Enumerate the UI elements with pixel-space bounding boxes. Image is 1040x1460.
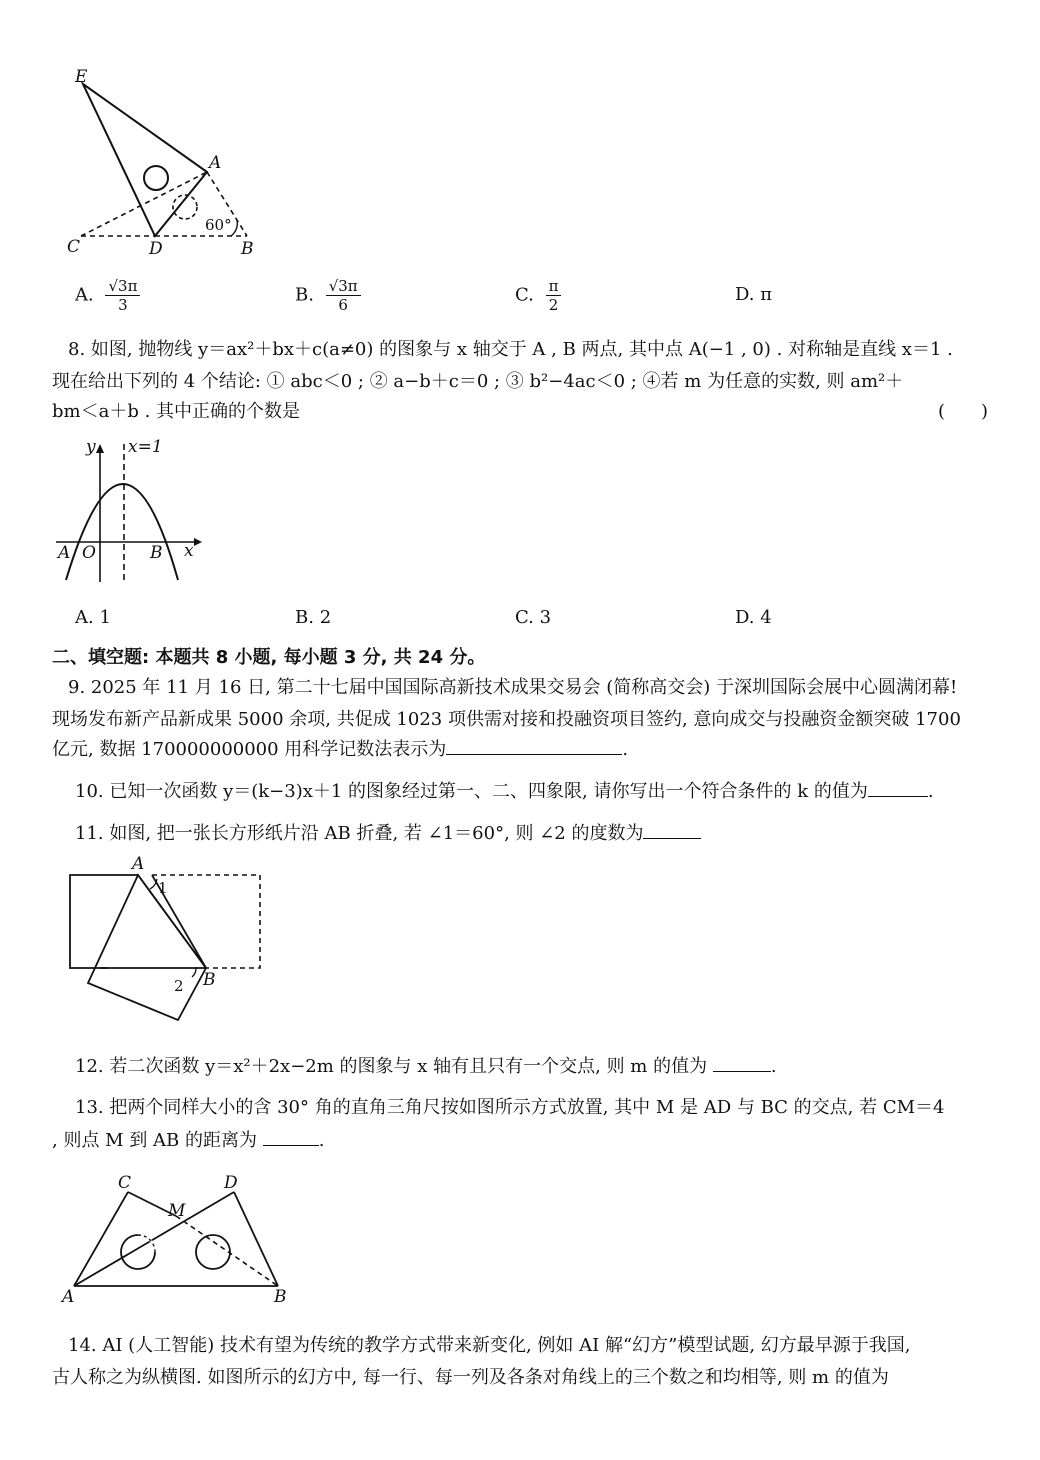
q7-option-b: B. $\frac{√3\pi}{6}$ (295, 277, 361, 314)
section-2-title: 二、填空题: 本题共 8 小题, 每小题 3 分, 共 24 分。 (52, 647, 486, 668)
q13-label-B: B (274, 1287, 287, 1307)
q11-answer-blank[interactable] (643, 822, 701, 839)
q11-line: 11. 如图, 把一张长方形纸片沿 AB 折叠, 若 ∠1＝60°, 则 ∠2 的度数为 (75, 819, 701, 845)
q7-label-D: D (149, 239, 163, 259)
q8-line-2: 现在给出下列的 4 个结论: ① abc＜0 ; ② a−b＋c＝0 ; ③ b²−4ac＜0 ; ④若 m 为任意的实数, 则 am²＋ (52, 371, 904, 392)
q9-line-2: 现场发布新产品新成果 5000 余项, 共促成 1023 项供需对接和投融资项目签约, 意向成交与投融资金额突破 1700 (52, 709, 961, 730)
q7-angle-label: 60° (205, 216, 232, 234)
q12-answer-blank[interactable] (713, 1055, 771, 1072)
q13-label-A: A (62, 1287, 75, 1307)
q8-label-axis: x=1 (128, 437, 163, 457)
q8-label-A: A (58, 543, 71, 563)
q13-label-C: C (118, 1173, 132, 1193)
q8-option-d: D. 4 (735, 607, 772, 628)
q13-figure (58, 1168, 298, 1308)
q8-option-a: A. 1 (75, 607, 111, 628)
q11-label-A: A (132, 855, 145, 874)
q7-label-E: E (75, 67, 88, 87)
q14-line-2: 古人称之为纵横图. 如图所示的幻方中, 每一行、每一列及各条对角线上的三个数之和均相等, 则 m 的值为 (52, 1367, 889, 1388)
q9-line-3: 亿元, 数据 170000000000 用科学记数法表示为 . (52, 739, 629, 760)
q13-label-M: M (168, 1201, 186, 1221)
q9-answer-blank[interactable] (446, 738, 622, 755)
q11-label-1: 1 (158, 879, 168, 897)
q11-label-2: 2 (174, 977, 184, 995)
q8-label-y: y (86, 437, 96, 457)
q11-figure (60, 855, 275, 1030)
q7-option-d: D. π (735, 284, 773, 305)
q9-line-1: 9. 2025 年 11 月 16 日, 第二十七届中国国际高新技术成果交易会 (简称高交会) 于深圳国际会展中心圆满闭幕! (68, 677, 958, 698)
q7-option-c: C. $\frac{\pi}{2}$ (515, 277, 561, 314)
q7-figure (55, 60, 275, 260)
q7-label-B: B (241, 239, 254, 259)
q7-option-a: A. $\frac{√3\pi}{3}$ (75, 277, 140, 314)
q14-line-1: 14. AI (人工智能) 技术有望为传统的教学方式带来新变化, 例如 AI 解“幻方”模型试题, 幻方最早源于我国, (68, 1335, 911, 1356)
q8-option-b: B. 2 (295, 607, 332, 628)
q8-answer-paren: ( ) (938, 401, 989, 422)
q12-line: 12. 若二次函数 y＝x²＋2x−2m 的图象与 x 轴有且只有一个交点, 则 m 的值为 . (75, 1056, 777, 1077)
q13-answer-blank[interactable] (263, 1129, 319, 1146)
q8-line-1: 8. 如图, 抛物线 y＝ax²＋bx＋c(a≠0) 的图象与 x 轴交于 A , B 两点, 其中点 A(−1 , 0) . 对称轴是直线 x＝1 . (68, 339, 953, 360)
q8-label-x: x (184, 541, 194, 561)
q13-label-D: D (224, 1173, 238, 1193)
q10-line: 10. 已知一次函数 y＝(k−3)x＋1 的图象经过第一、二、四象限, 请你写出一个符合条件的 k 的值为 . (75, 781, 934, 802)
q13-line-1: 13. 把两个同样大小的含 30° 角的直角三角尺按如图所示方式放置, 其中 M 是 AD 与 BC 的交点, 若 CM＝4 (75, 1097, 945, 1118)
q8-figure (52, 432, 212, 590)
q13-line-2: , 则点 M 到 AB 的距离为 . (52, 1130, 325, 1151)
q8-line-3: bm＜a＋b . 其中正确的个数是 (52, 401, 301, 422)
q10-answer-blank[interactable] (868, 780, 928, 797)
q7-label-C: C (67, 237, 81, 257)
q8-label-B: B (150, 543, 163, 563)
q7-label-A: A (209, 153, 222, 173)
q8-option-c: C. 3 (515, 607, 552, 628)
q8-label-O: O (82, 543, 96, 563)
q11-label-B: B (203, 970, 216, 990)
